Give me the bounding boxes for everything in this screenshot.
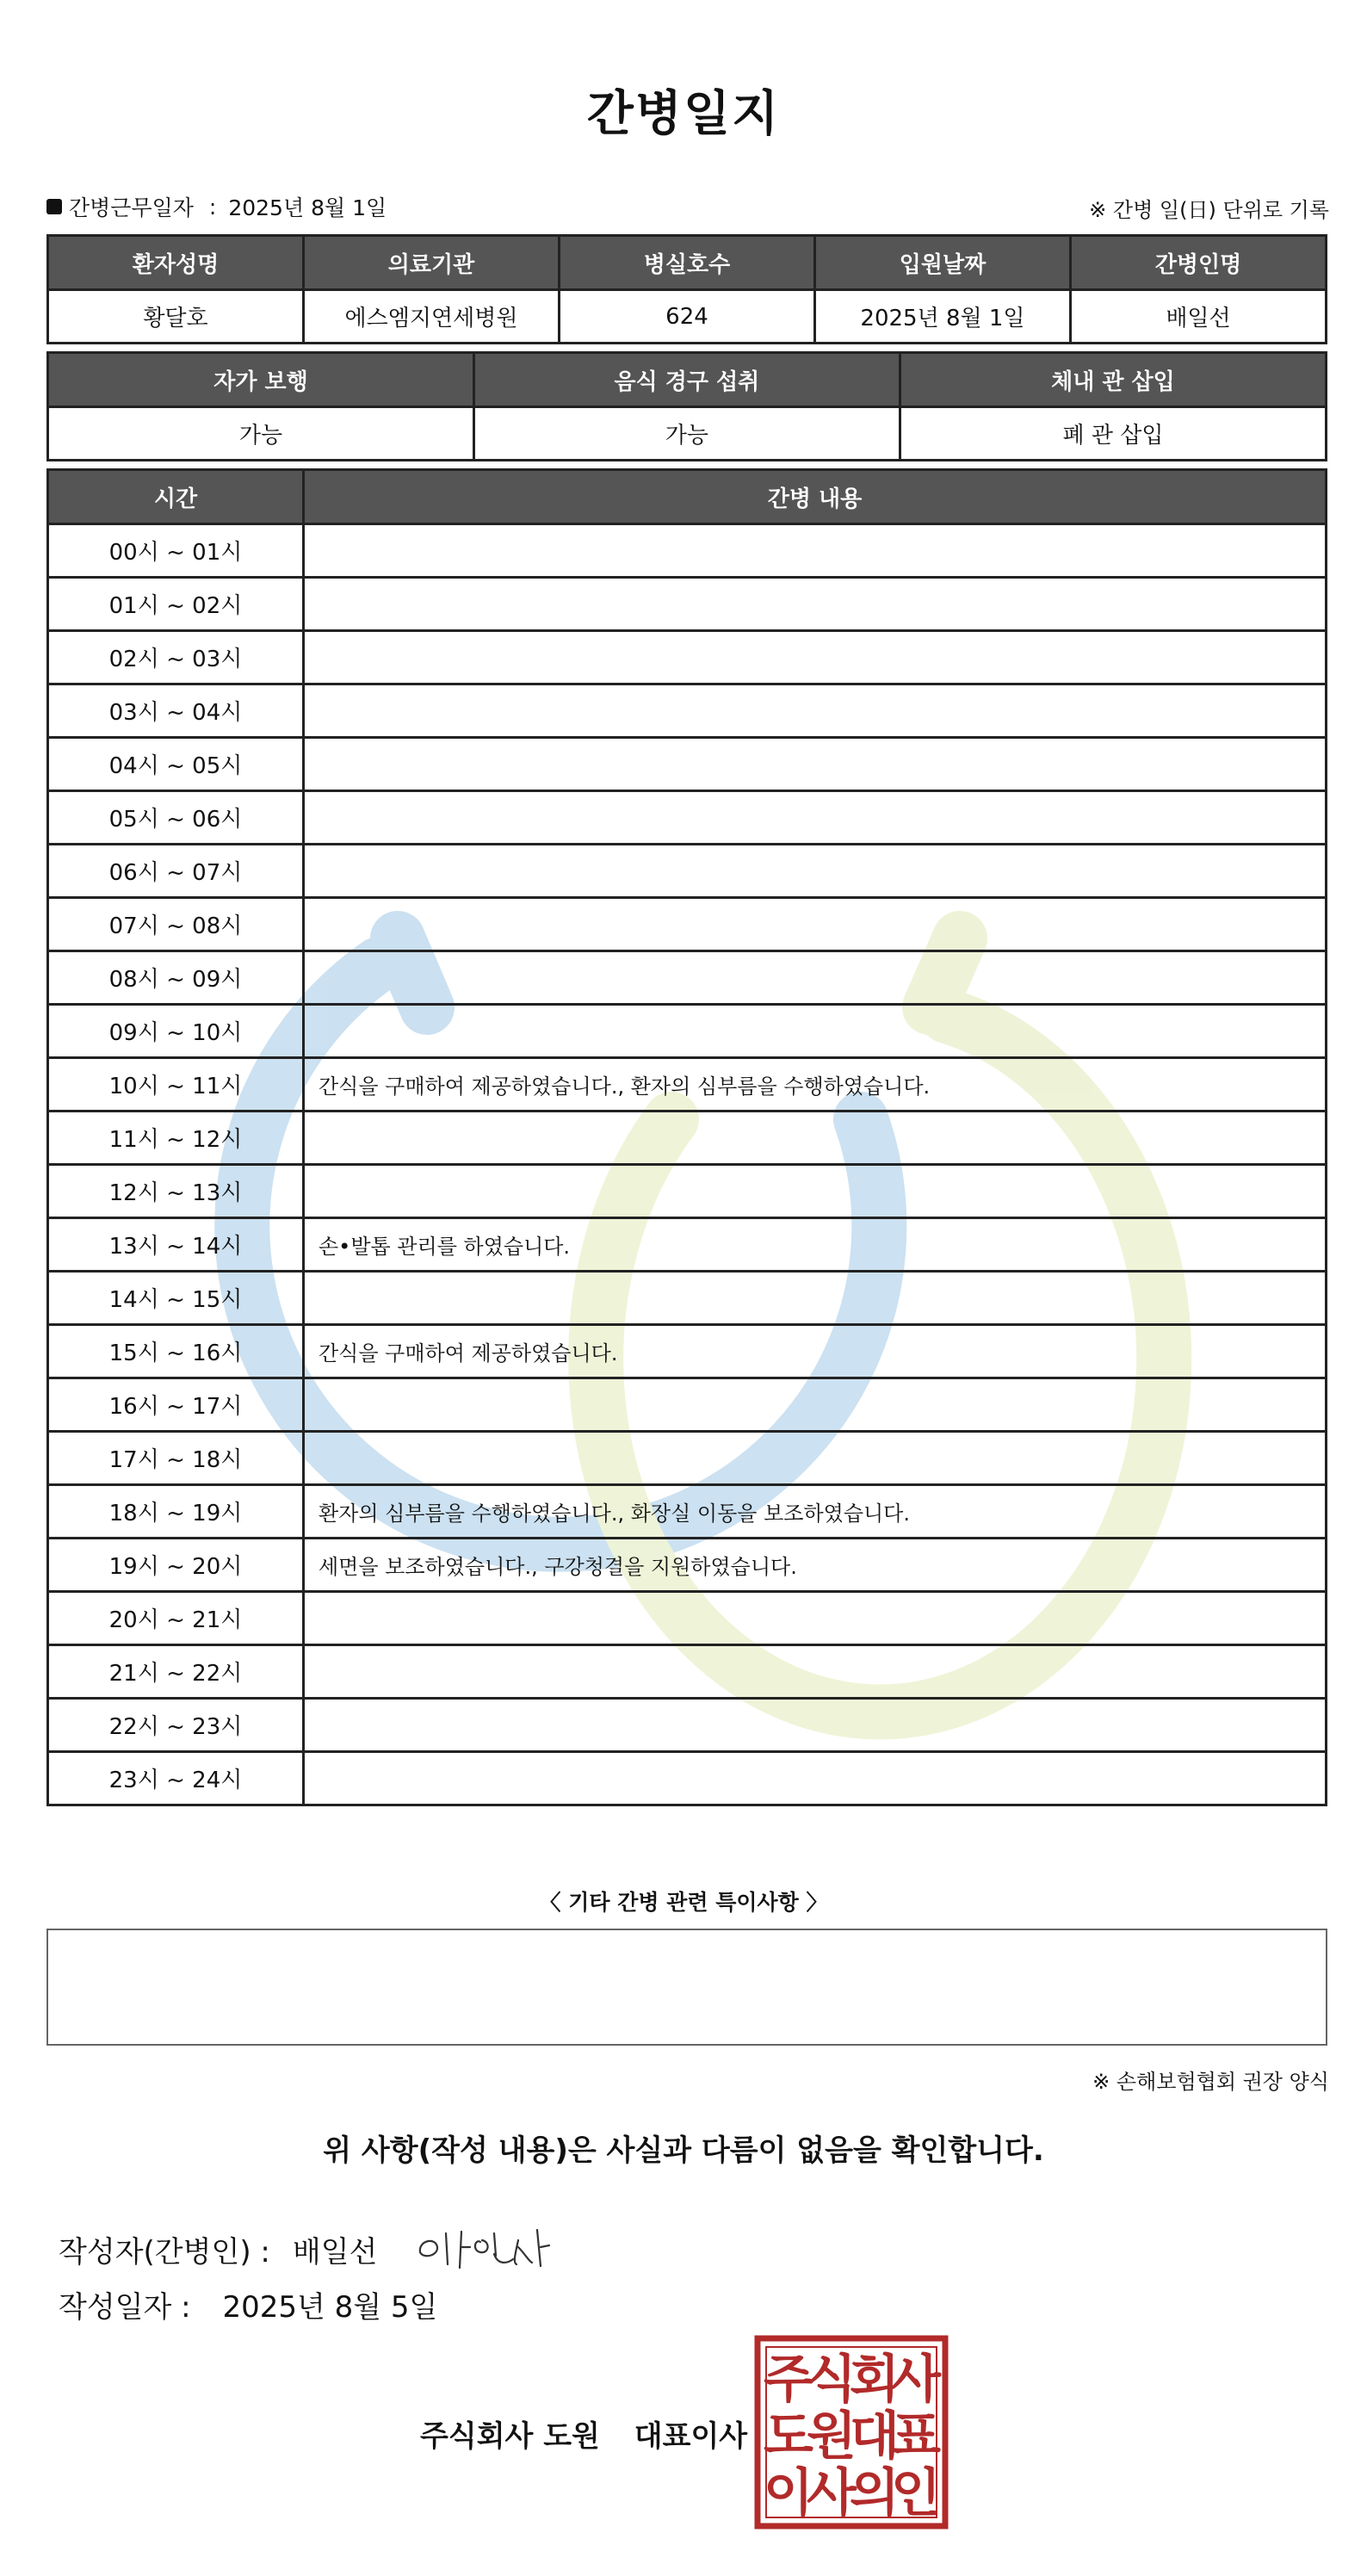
table-row — [48, 631, 1327, 684]
time-cell: 18시 ~ 19시 — [48, 1485, 304, 1539]
care-log-header-row — [48, 470, 1327, 524]
care-content-cell — [304, 1645, 1327, 1699]
page-title: 간병일지 — [586, 86, 781, 142]
time-cell: 11시 ~ 12시 — [48, 1112, 304, 1165]
patient-status-header-row — [48, 353, 1327, 407]
svg-text:회: 회 — [850, 2350, 900, 2410]
svg-text:사: 사 — [807, 2463, 857, 2523]
care-content-cell — [304, 1112, 1327, 1165]
patient-name: 황달호 — [48, 290, 304, 344]
bullet-square-icon — [46, 199, 62, 214]
work-date — [46, 191, 387, 222]
confirmation-statement: 위 사항(작성 내용)은 사실과 다름이 없음을 확인합니다. — [323, 2133, 1044, 2168]
header-caregiver-name: 간병인명 — [1071, 236, 1327, 290]
time-cell: 22시 ~ 23시 — [48, 1699, 304, 1752]
svg-text:원: 원 — [807, 2406, 857, 2467]
table-row — [48, 1165, 1327, 1218]
self-walking-value: 가능 — [48, 407, 474, 461]
care-content-cell — [304, 951, 1327, 1005]
time-cell: 16시 ~ 17시 — [48, 1378, 304, 1432]
header-oral-intake: 음식 경구 섭취 — [473, 353, 900, 407]
company-signoff — [420, 2412, 747, 2455]
time-cell: 06시 ~ 07시 — [48, 845, 304, 898]
care-content-cell: 환자의 심부름을 수행하였습니다., 화장실 이동을 보조하였습니다. — [304, 1485, 1327, 1539]
table-row — [48, 1699, 1327, 1752]
header-patient-name: 환자성명 — [48, 236, 304, 290]
work-date-value: 2025년 8월 1일 — [228, 195, 387, 220]
table-row — [48, 1752, 1327, 1805]
company-seal-stamp — [754, 2335, 949, 2530]
header-room-number: 병실호수 — [560, 236, 815, 290]
table-row — [48, 1485, 1327, 1539]
care-content-cell — [304, 524, 1327, 578]
writer-name: 배일선 — [292, 2234, 378, 2269]
table-row — [48, 1058, 1327, 1112]
written-date-line — [59, 2283, 437, 2325]
company-representative: 대표이사 — [634, 2419, 748, 2454]
table-row — [48, 791, 1327, 845]
remarks-title: 〈 기타 간병 관련 특이사항 〉 — [539, 1890, 828, 1915]
patient-info-header-row — [48, 236, 1327, 290]
work-date-separator: : — [208, 194, 217, 220]
care-content-cell — [304, 684, 1327, 738]
table-row — [48, 1592, 1327, 1645]
table-row — [48, 1272, 1327, 1325]
care-content-cell — [304, 845, 1327, 898]
remarks-box — [46, 1929, 1327, 2046]
table-row — [48, 684, 1327, 738]
form-source-note: ※ 손해보험협회 권장 양식 — [1092, 2070, 1329, 2094]
care-content-cell — [304, 578, 1327, 631]
patient-status-table — [46, 351, 1327, 461]
time-cell: 12시 ~ 13시 — [48, 1165, 304, 1218]
time-cell: 14시 ~ 15시 — [48, 1272, 304, 1325]
time-cell: 13시 ~ 14시 — [48, 1218, 304, 1272]
care-content-cell — [304, 1592, 1327, 1645]
header-care-content: 간병 내용 — [304, 470, 1327, 524]
time-cell: 08시 ~ 09시 — [48, 951, 304, 1005]
care-content-cell — [304, 631, 1327, 684]
table-row — [48, 898, 1327, 951]
patient-status-value-row — [48, 407, 1327, 461]
table-row — [48, 1218, 1327, 1272]
care-content-cell — [304, 1272, 1327, 1325]
work-date-label: 간병근무일자 — [69, 195, 194, 220]
time-cell: 09시 ~ 10시 — [48, 1005, 304, 1058]
care-content-cell: 세면을 보조하였습니다., 구강청결을 지원하였습니다. — [304, 1539, 1327, 1592]
time-cell: 15시 ~ 16시 — [48, 1325, 304, 1378]
table-row — [48, 1005, 1327, 1058]
table-row — [48, 845, 1327, 898]
header-time: 시간 — [48, 470, 304, 524]
table-row — [48, 1432, 1327, 1485]
svg-text:표: 표 — [891, 2406, 941, 2467]
care-content-cell — [304, 1752, 1327, 1805]
time-cell: 10시 ~ 11시 — [48, 1058, 304, 1112]
caregiver-name: 배일선 — [1071, 290, 1327, 344]
care-content-cell — [304, 1432, 1327, 1485]
care-content-cell — [304, 1699, 1327, 1752]
hospital-name: 에스엠지연세병원 — [304, 290, 560, 344]
table-row — [48, 578, 1327, 631]
time-cell: 21시 ~ 22시 — [48, 1645, 304, 1699]
care-content-cell — [304, 1165, 1327, 1218]
admission-date: 2025년 8월 1일 — [815, 290, 1071, 344]
patient-info-value-row — [48, 290, 1327, 344]
time-cell: 02시 ~ 03시 — [48, 631, 304, 684]
care-content-cell: 간식을 구매하여 제공하였습니다. — [304, 1325, 1327, 1378]
table-row — [48, 1112, 1327, 1165]
care-content-cell — [304, 1005, 1327, 1058]
handwritten-signature — [411, 2221, 558, 2276]
time-cell: 19시 ~ 20시 — [48, 1539, 304, 1592]
svg-text:도: 도 — [764, 2406, 813, 2467]
care-content-cell — [304, 738, 1327, 791]
company-name: 주식회사 도원 — [420, 2419, 600, 2454]
svg-text:의: 의 — [850, 2463, 900, 2523]
care-content-cell: 손•발톱 관리를 하였습니다. — [304, 1218, 1327, 1272]
table-row — [48, 1378, 1327, 1432]
table-row — [48, 951, 1327, 1005]
oral-intake-value: 가능 — [473, 407, 900, 461]
care-content-cell: 간식을 구매하여 제공하였습니다., 환자의 심부름을 수행하였습니다. — [304, 1058, 1327, 1112]
time-cell: 05시 ~ 06시 — [48, 791, 304, 845]
care-content-cell — [304, 791, 1327, 845]
header-self-walking: 자가 보행 — [48, 353, 474, 407]
written-date-value: 2025년 8월 5일 — [222, 2290, 438, 2325]
time-cell: 04시 ~ 05시 — [48, 738, 304, 791]
table-row — [48, 1645, 1327, 1699]
record-unit-note: ※ 간병 일(日) 단위로 기록 — [1089, 198, 1329, 222]
tube-insertion-value: 폐 관 삽입 — [900, 407, 1326, 461]
care-log-table — [46, 468, 1327, 1806]
time-cell: 03시 ~ 04시 — [48, 684, 304, 738]
svg-text:사: 사 — [891, 2350, 941, 2410]
time-cell: 20시 ~ 21시 — [48, 1592, 304, 1645]
patient-info-table — [46, 234, 1327, 344]
table-row — [48, 1325, 1327, 1378]
time-cell: 01시 ~ 02시 — [48, 578, 304, 631]
header-hospital: 의료기관 — [304, 236, 560, 290]
header-tube-insertion: 체내 관 삽입 — [900, 353, 1326, 407]
header-admission-date: 입원날짜 — [815, 236, 1071, 290]
writer-line — [59, 2221, 558, 2276]
svg-text:식: 식 — [807, 2350, 857, 2410]
written-date-label: 작성일자 : — [59, 2290, 191, 2325]
time-cell: 00시 ~ 01시 — [48, 524, 304, 578]
table-row — [48, 524, 1327, 578]
care-content-cell — [304, 898, 1327, 951]
care-content-cell — [304, 1378, 1327, 1432]
writer-label: 작성자(간병인) : — [59, 2234, 270, 2269]
room-number: 624 — [560, 290, 815, 344]
svg-text:대: 대 — [850, 2406, 900, 2467]
time-cell: 23시 ~ 24시 — [48, 1752, 304, 1805]
table-row — [48, 738, 1327, 791]
time-cell: 17시 ~ 18시 — [48, 1432, 304, 1485]
time-cell: 07시 ~ 08시 — [48, 898, 304, 951]
svg-text:인: 인 — [891, 2463, 941, 2523]
table-row — [48, 1539, 1327, 1592]
svg-text:주: 주 — [764, 2350, 813, 2410]
svg-text:이: 이 — [764, 2463, 813, 2523]
